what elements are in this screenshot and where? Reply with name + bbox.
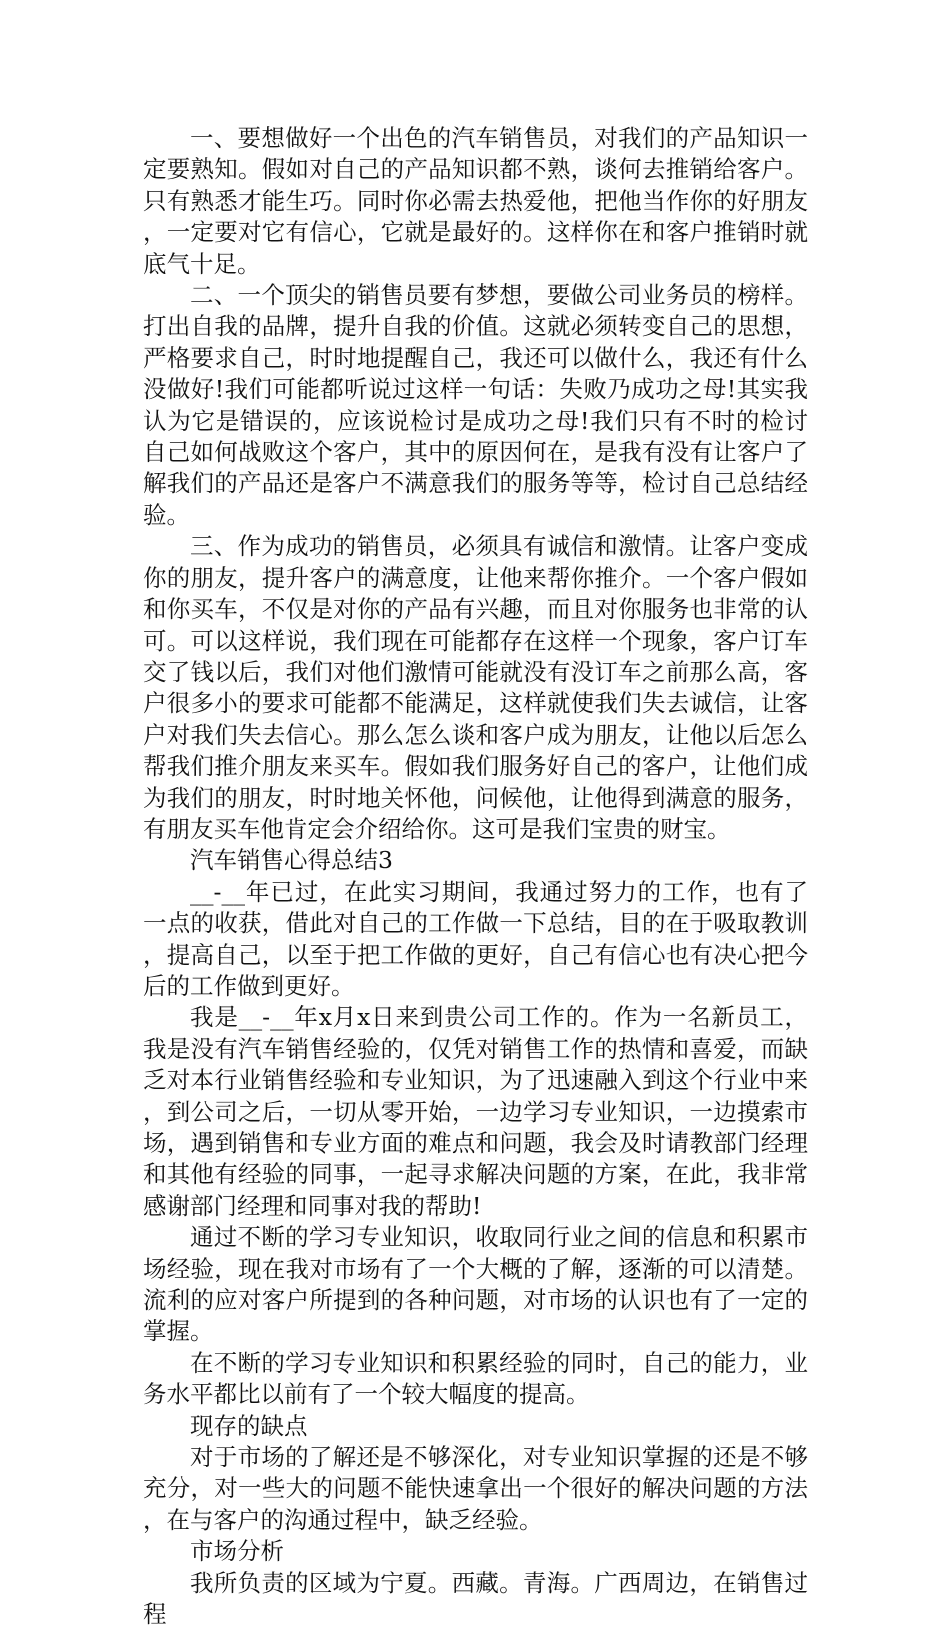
- paragraph-year-review: __-__年已过，在此实习期间，我通过努力的工作，也有了一点的收获，借此对自己的工作做一下总结，目的在于吸取教训，提高自己，以至于把工作做的更好，自己有信心也有决心把今后的工作做到更好。: [143, 877, 808, 1000]
- section-heading-summary-3: 汽车销售心得总结3: [190, 846, 393, 875]
- paragraph-ability-improvement: 在不断的学习专业知识和积累经验的同时，自己的能力，业务水平都比以前有了一个较大幅度的提高。: [143, 1348, 808, 1409]
- section-heading-market-analysis: 市场分析: [190, 1537, 284, 1566]
- paragraph-continuous-learning: 通过不断的学习专业知识，收取同行业之间的信息和积累市场经验，现在我对市场有了一个大概的了解，逐渐的可以清楚。流利的应对客户所提到的各种问题，对市场的认识也有了一定的掌握。: [143, 1223, 808, 1346]
- paragraph-shortcomings: 对于市场的了解还是不够深化，对专业知识掌握的还是不够充分，对一些大的问题不能快速拿出一个很好的解决问题的方法，在与客户的沟通过程中，缺乏经验。: [143, 1443, 808, 1534]
- document-body: [143, 123, 808, 1631]
- paragraph-market-region: 我所负责的区域为宁夏。西藏。青海。广西周边，在销售过程: [143, 1568, 808, 1629]
- paragraph-dream-and-reflection: 二、一个顶尖的销售员要有梦想，要做公司业务员的榜样。打出自我的品牌，提升自我的价值。这就必须转变自己的思想，严格要求自己，时时地提醒自己，我还可以做什么，我还有什么没做好!我们可能都听说过这样一句话：失败乃成功之母!其实我认为它是错误的，应该说检讨是成功之母!我们只有不时的检讨自己如何战败这个客户，其中的原因何在，是我有没有让客户了解我们的产品还是客户不满意我们的服务等等，检讨自己总结经验。: [143, 281, 808, 529]
- section-heading-shortcomings: 现存的缺点: [190, 1411, 308, 1440]
- paragraph-integrity-and-passion: 三、作为成功的销售员，必须具有诚信和激情。让客户变成你的朋友，提升客户的满意度，让他来帮你推介。一个客户假如和你买车，不仅是对你的产品有兴趣，而且对你服务也非常的认可。可以这样说，我们现在可能都存在这样一个现象，客户订车交了钱以后，我们对他们激情可能就没有没订车之前那么高，客户很多小的要求可能都不能满足，这样就使我们失去诚信，让客户对我们失去信心。那么怎么谈和客户成为朋友，让他以后怎么帮我们推介朋友来买车。假如我们服务好自己的客户，让他们成为我们的朋友，时时地关怀他，问候他，让他得到满意的服务，有朋友买车他肯定会介绍给你。这可是我们宝贵的财宝。: [143, 532, 808, 843]
- paragraph-joining-company: 我是__-__年x月x日来到贵公司工作的。作为一名新员工，我是没有汽车销售经验的，仅凭对销售工作的热情和喜爱，而缺乏对本行业销售经验和专业知识，为了迅速融入到这个行业中来，到公司之后，一切从零开始，一边学习专业知识，一边摸索市场，遇到销售和专业方面的难点和问题，我会及时请教部门经理和其他有经验的同事，一起寻求解决问题的方案，在此，我非常感谢部门经理和同事对我的帮助!: [143, 1003, 808, 1220]
- paragraph-product-knowledge: 一、要想做好一个出色的汽车销售员，对我们的产品知识一定要熟知。假如对自己的产品知识都不熟，谈何去推销给客户。只有熟悉才能生巧。同时你必需去热爱他，把他当作你的好朋友，一定要对它有信心，它就是最好的。这样你在和客户推销时就底气十足。: [143, 124, 808, 278]
